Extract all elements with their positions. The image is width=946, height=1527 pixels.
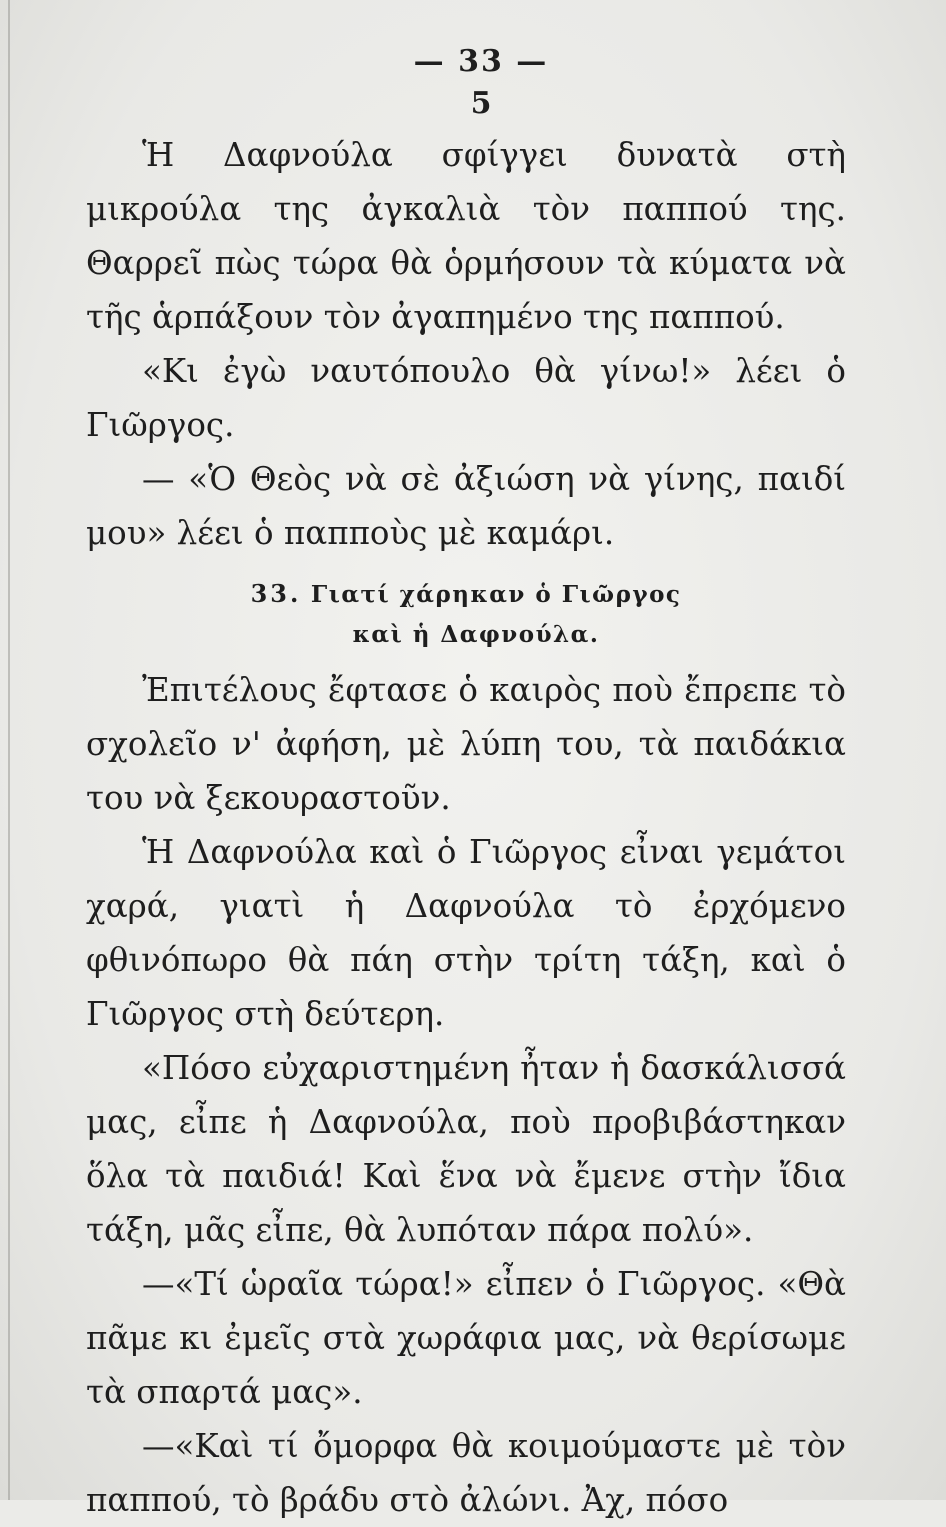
text-block xyxy=(86,40,846,1527)
paragraph-7: —«Τί ὡραῖα τώρα!» εἶπεν ὁ Γιῶργος. «Θὰ πᾶμε κι ἐμεῖς στὰ χωράφια μας, νὰ θερίσωμε τὰ σπαρτά μας». xyxy=(86,1265,846,1411)
chapter-title-line-1: Γιατί χάρηκαν ὁ Γιῶργος xyxy=(310,581,682,608)
paragraph-8: —«Καὶ τί ὄμορφα θὰ κοιμούμαστε μὲ τὸν παππού, τὸ βράδυ στὸ ἀλώνι. Ἀχ, πόσο xyxy=(86,1427,846,1519)
section-mark: 5 xyxy=(470,86,492,121)
chapter-title-line-2: καὶ ἡ Δαφνούλα. xyxy=(352,621,600,648)
page-edge-line xyxy=(8,0,10,1500)
paragraph-1: Ἡ Δαφνούλα σφίγγει δυνατὰ στὴ μικρούλα της ἀγκαλιὰ τὸν παππού της. Θαρρεῖ πὼς τώρα θὰ ὁρμήσουν τὰ κύματα νὰ τῆς ἁρπάξουν τὸν ἀγαπημένο της παππού. xyxy=(86,136,846,336)
chapter-number: 33. xyxy=(250,579,302,608)
paragraph-3: — «Ὁ Θεὸς νὰ σὲ ἀξιώση νὰ γίνης, παιδί μου» λέει ὁ παπποὺς μὲ καμάρι. xyxy=(86,460,846,552)
paragraph-6: «Πόσο εὐχαριστημένη ἦταν ἡ δασκάλισσά μας, εἶπε ἡ Δαφνούλα, ποὺ προβιβάστηκαν ὅλα τὰ παιδιά! Καὶ ἕνα νὰ ἔμενε στὴν ἴδια τάξη, μᾶς εἶπε, θὰ λυπόταν πάρα πολύ». xyxy=(86,1049,846,1249)
paragraph-2: «Κι ἐγὼ ναυτόπουλο θὰ γίνω!» λέει ὁ Γιῶργος. xyxy=(86,352,846,444)
paragraph-5: Ἡ Δαφνούλα καὶ ὁ Γιῶργος εἶναι γεμάτοι χαρά, γιατὶ ἡ Δαφνούλα τὸ ἐρχόμενο φθινόπωρο θὰ πάη στὴν τρίτη τάξη, καὶ ὁ Γιῶργος στὴ δεύτερη. xyxy=(86,833,846,1033)
paragraph-4: Ἐπιτέλους ἔφτασε ὁ καιρὸς ποὺ ἔπρεπε τὸ σχολεῖο ν' ἀφήση, μὲ λύπη του, τὰ παιδάκια του νὰ ξεκουραστοῦν. xyxy=(86,671,846,817)
chapter-heading xyxy=(86,574,846,655)
page-number: — 33 — xyxy=(413,44,549,79)
